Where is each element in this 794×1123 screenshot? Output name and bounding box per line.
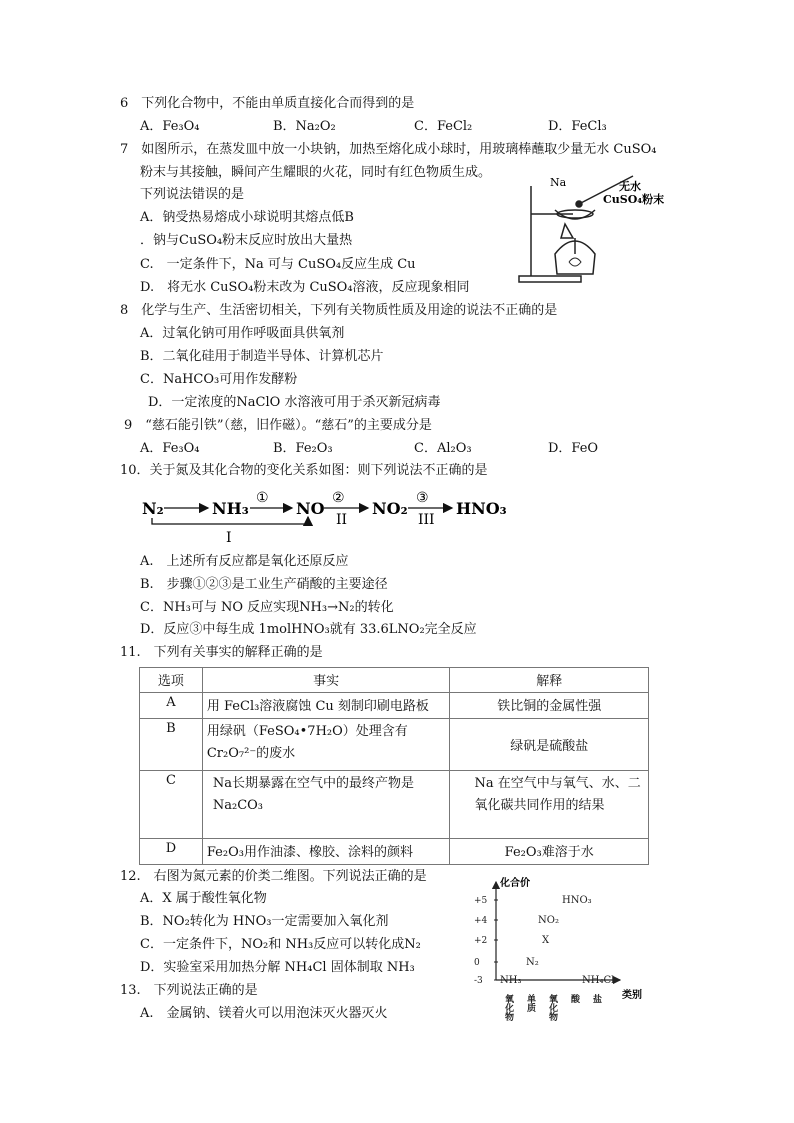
q6-stem: 6 下列化合物中，不能由单质直接化合而得到的是: [120, 96, 415, 111]
scheme-n2: N₂: [142, 499, 164, 518]
chart-ytick: 0: [474, 958, 480, 968]
q11-row-d-option: D: [140, 839, 203, 865]
q9-option-c: C．Al₂O₃: [414, 441, 472, 456]
chart-ytick: +5: [474, 896, 488, 906]
scheme-roman3: III: [418, 512, 435, 528]
q10-option-c: C．NH₃可与 NO 反应实现NH₃→N₂的转化: [140, 600, 394, 615]
q11-header-explanation: 解释: [450, 668, 649, 693]
table-row: [140, 771, 649, 839]
q7-stem-line3: 下列说法错误的是: [140, 187, 245, 202]
q6-option-b: B．Na₂O₂: [273, 119, 336, 134]
scheme-no2: NO₂: [372, 499, 408, 518]
q11-header-fact: 事实: [202, 668, 450, 693]
q11-row-a-explanation: 铁比铜的金属性强: [450, 693, 649, 719]
q11-row-d-fact: Fe₂O₃用作油漆、橡胶、涂料的颜料: [202, 839, 450, 865]
chart-point-label: NO₂: [538, 915, 559, 926]
q13-stem: 13. 下列说法正确的是: [120, 983, 258, 998]
chart-category-label: 氧化物: [547, 994, 557, 1021]
q13-option-a: A. 金属钠、镁着火可以用泡沫灭火器灭火: [140, 1006, 388, 1021]
q12-option-d: D．实验室采用加热分解 NH₄Cl 固体制取 NH₃: [140, 960, 415, 975]
q12-stem: 12. 右图为氮元素的价类二维图。下列说法正确的是: [120, 869, 427, 884]
table-row: [140, 719, 649, 771]
q11-row-d-explanation: Fe₂O₃难溶于水: [450, 839, 649, 865]
q11-row-a-option: A: [140, 693, 203, 719]
chart-ytick: +4: [474, 916, 488, 926]
nitrogen-conversion-scheme: [138, 484, 518, 546]
q8-option-a: A．过氧化钠可用作呼吸面具供氧剂: [140, 326, 345, 341]
evaporating-dish-figure: [515, 166, 675, 286]
q11-row-c-option: C: [140, 771, 203, 839]
scheme-step3: ③: [416, 490, 429, 506]
q10-option-d: D．反应③中每生成 1molHNO₃就有 33.6LNO₂完全反应: [140, 622, 477, 637]
q11-row-b-fact: 用绿矾（FeSO₄•7H₂O）处理含有 Cr₂O₇²⁻的废水: [202, 719, 450, 771]
chart-ytick: +2: [474, 936, 488, 946]
q9-stem: 9 “慈石能引铁”（慈，旧作磁）。“慈石”的主要成分是: [124, 418, 432, 433]
chart-point-label: NH₄Cl: [582, 975, 615, 986]
q8-option-c: C．NaHCO₃可用作发酵粉: [140, 372, 298, 387]
chart-point-label: N₂: [526, 957, 539, 968]
q11-row-b-option: B: [140, 719, 203, 771]
q8-option-b: B．二氧化硅用于制造半导体、计算机芯片: [140, 349, 384, 364]
chart-ytick: -3: [474, 976, 483, 986]
scheme-step1: ①: [256, 490, 269, 506]
q6-option-a: A．Fe₃O₄: [140, 119, 200, 134]
scheme-step2: ②: [332, 490, 345, 506]
table-row: [140, 839, 649, 865]
q6-option-d: D．FeCl₃: [548, 119, 607, 134]
q12-option-c: C．一定条件下，NO₂和 NH₃反应可以转化成N₂: [140, 937, 421, 952]
q11-stem: 11. 下列有关事实的解释正确的是: [120, 645, 323, 660]
chart-point-label: NH₃: [500, 975, 522, 986]
q8-option-d: D．一定浓度的NaClO 水溶液可用于杀灭新冠病毒: [148, 395, 441, 410]
fig-anhydrous-label: 无水: [619, 180, 641, 193]
q9-option-d: D．FeO: [548, 441, 599, 456]
q10-option-b: B. 步骤①②③是工业生产硝酸的主要途径: [140, 577, 388, 592]
q9-option-a: A．Fe₃O₄: [140, 441, 200, 456]
q11-row-a-fact: 用 FeCl₃溶液腐蚀 Cu 刻制印刷电路板: [202, 693, 450, 719]
q7-stem-line1: 7 如图所示，在蒸发皿中放一小块钠，加热至熔化成小球时，用玻璃棒蘸取少量无水 CuSO₄: [120, 142, 657, 157]
q6-option-c: C．FeCl₂: [414, 119, 473, 134]
chart-point-label: X: [542, 935, 550, 946]
q12-option-a: A．X 属于酸性氧化物: [140, 891, 267, 906]
chart-category-label: 氧化物: [503, 994, 513, 1021]
q11-table: [139, 667, 649, 865]
q12-option-b: B．NO₂转化为 HNO₃一定需要加入氧化剂: [140, 914, 389, 929]
chart-point-label: HNO₃: [562, 895, 592, 906]
q11-row-c-fact: Na长期暴露在空气中的最终产物是 Na₂CO₃: [202, 771, 450, 839]
fig-powder-label: CuSO₄粉末: [603, 193, 665, 206]
chart-xlabel: 类别: [622, 990, 642, 1001]
chart-category-label: 酸: [569, 994, 579, 1003]
q7-option-a: A．钠受热易熔成小球说明其熔点低B: [140, 210, 354, 225]
scheme-no: NO: [296, 499, 325, 518]
table-row: [140, 693, 649, 719]
scheme-roman1: I: [226, 530, 232, 546]
q8-stem: 8 化学与生产、生活密切相关，下列有关物质性质及用途的说法不正确的是: [120, 303, 558, 318]
q7-stem-line2: 粉末与其接触，瞬间产生耀眼的火花，同时有红色物质生成。: [140, 165, 492, 180]
q7-option-b: ．钠与CuSO₄粉末反应时放出大量热: [140, 233, 353, 248]
q10-option-a: A. 上述所有反应都是氧化还原反应: [140, 554, 349, 569]
q11-row-b-explanation: 绿矾是硫酸盐: [450, 719, 649, 771]
q11-header-option: 选项: [140, 668, 203, 693]
q11-header-row: [140, 668, 649, 693]
q7-option-d: D. 将无水 CuSO₄粉末改为 CuSO₄溶液，反应现象相同: [140, 280, 470, 295]
chart-ylabel: 化合价: [500, 878, 530, 889]
chart-category-label: 单质: [525, 994, 535, 1012]
q7-option-c: C. 一定条件下，Na 可与 CuSO₄反应生成 Cu: [140, 257, 416, 272]
valence-class-chart: [470, 872, 680, 1042]
q11-row-c-explanation: Na 在空气中与氧气、水、二氧化碳共同作用的结果: [450, 771, 649, 839]
scheme-nh3: NH₃: [212, 499, 249, 518]
fig-na-label: Na: [550, 176, 567, 189]
q10-stem: 10．关于氮及其化合物的变化关系如图：则下列说法不正确的是: [120, 463, 488, 478]
chart-category-label: 盐: [591, 994, 601, 1003]
scheme-hno3: HNO₃: [456, 499, 507, 518]
scheme-roman2: II: [336, 512, 348, 528]
q9-option-b: B．Fe₂O₃: [273, 441, 333, 456]
